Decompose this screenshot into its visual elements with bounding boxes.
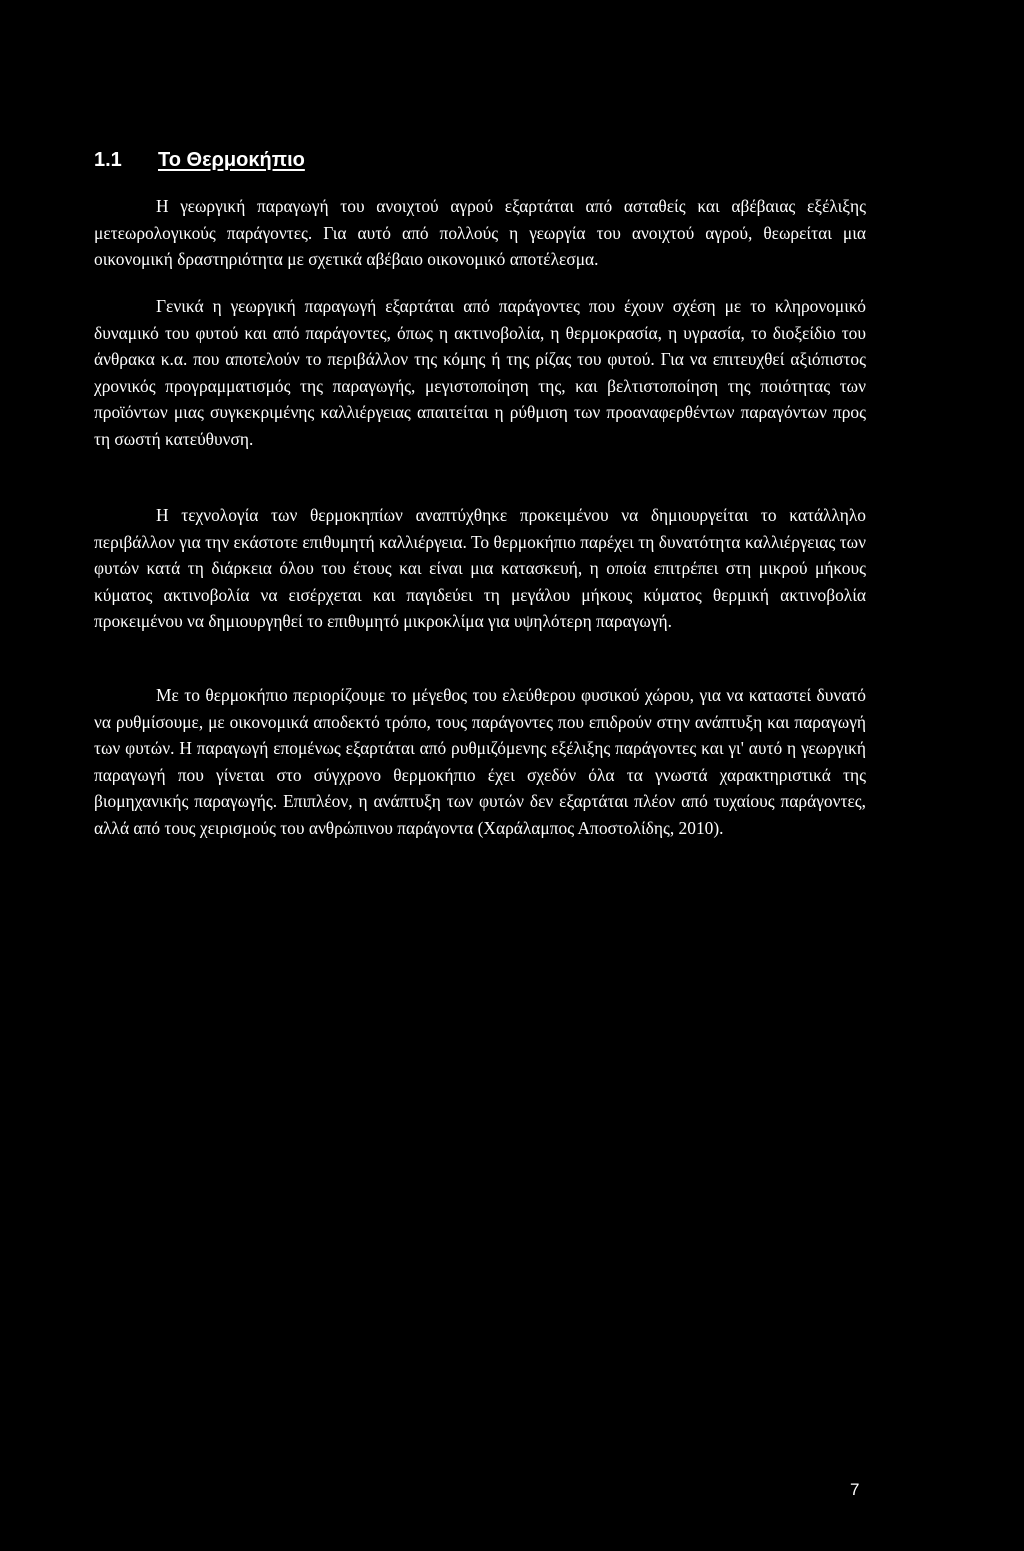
paragraph-production-factors: Γενικά η γεωργική παραγωγή εξαρτάται από παράγοντες που έχουν σχέση με το κληρονομικό δυναμικό του φυτού και από παράγοντες, όπως η ακτινοβολία, η θερμοκρασία, η υγρασία, το διοξείδιο του άνθρακα κ.α. που αποτελούν το περιβάλλον της κόμης ή της ρίζας του φυτού. Για να επιτευχθεί αξιόπιστος χρονικός προγραμματισμός της παραγωγής, μεγιστοποίηση της, και βελτιστοποίηση της ποιότητας των προϊόντων μιας συγκεκριμένης καλλιέργειας απαιτείται η ρύθμιση των προαναφερθέντων παραγόντων προς τη σωστή κατεύθυνση. bbox=[94, 296, 866, 449]
paragraph-open-field-production: Η γεωργική παραγωγή του ανοιχτού αγρού εξαρτάται από ασταθείς και αβέβαιας εξέλιξης μετεωρολογικούς παράγοντες. Για αυτό από πολλούς η γεωργία του ανοιχτού αγρού, θεωρείται μια οικονομική δραστηριότητα με σχετικά αβέβαιο οικονομικό αποτέλεσμα. bbox=[94, 196, 866, 270]
section-number: 1.1 bbox=[94, 149, 122, 171]
paragraph-greenhouse-control: Με το θερμοκήπιο περιορίζουμε το μέγεθος του ελεύθερου φυσικού χώρου, για να καταστεί δυνατό να ρυθμίσουμε, με οικονομικά αποδεκτό τρόπο, τους παράγοντες που επιδρούν στην ανάπτυξη και παραγωγή των φυτών. Η παραγωγή επομένως εξαρτάται από ρυθμιζόμενης εξέλιξης παράγοντες και γι' αυτό η γεωργική παραγωγή που γίνεται στο σύγχρονο θερμοκήπιο έχει σχεδόν όλα τα γνωστά χαρακτηριστικά της βιομηχανικής παραγωγής. Επιπλέον, η ανάπτυξη των φυτών δεν εξαρτάται πλέον από τυχαίους παράγοντες, αλλά από τους χειρισμούς του ανθρώπινου παράγοντα (Χαράλαμπος Αποστολίδης, 2010). bbox=[94, 685, 866, 838]
page-number: 7 bbox=[850, 1480, 860, 1499]
paragraph-greenhouse-technology: Η τεχνολογία των θερμοκηπίων αναπτύχθηκε προκειμένου να δημιουργείται το κατάλληλο περιβάλλον για την εκάστοτε επιθυμητή καλλιέργεια. Το θερμοκήπιο παρέχει τη δυνατότητα καλλιέργειας των φυτών κατά τη διάρκεια όλου του έτους και είναι μια κατασκευή, η οποία επιτρέπει στη μικρού μήκους κύματος ακτινοβολία να εισέρχεται και παγιδεύει τη μεγάλου μήκους κύματος θερμική ακτινοβολία προκειμένου να δημιουργηθεί το επιθυμητό μικροκλίμα για υψηλότερη παραγωγή. bbox=[94, 505, 866, 632]
section-heading bbox=[94, 146, 305, 174]
section-title: Το Θερμοκήπιο bbox=[158, 149, 305, 171]
